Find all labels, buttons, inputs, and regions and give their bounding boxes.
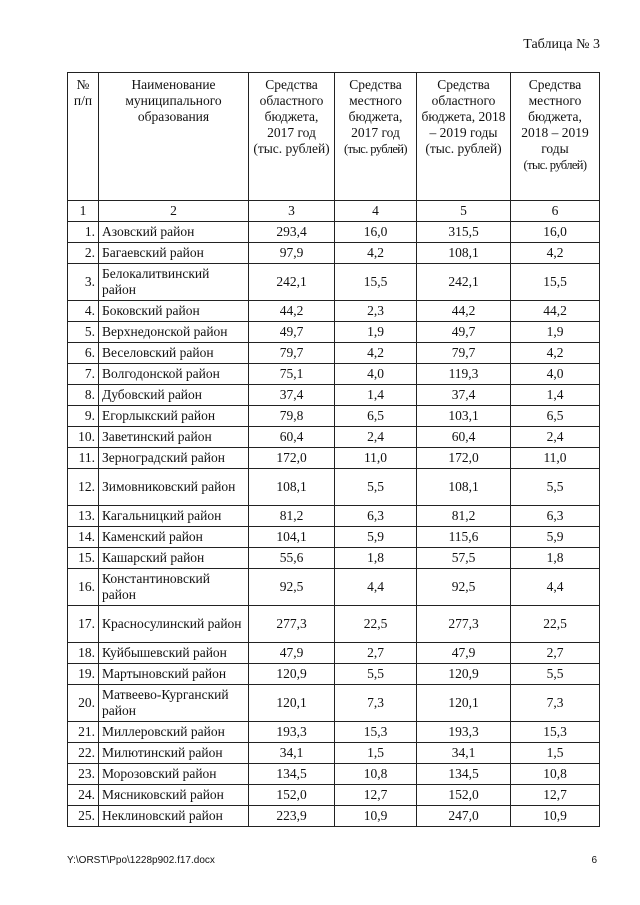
local-2018-2019-cell: 2,7 <box>511 643 600 664</box>
row-number-cell: 7. <box>68 364 99 385</box>
header-num: № п/п <box>68 73 99 201</box>
regional-2017-cell: 193,3 <box>249 722 335 743</box>
header-local-2017 <box>335 73 417 201</box>
municipality-name-cell: Кагальницкий район <box>99 506 249 527</box>
header-regional-2018-2019: Средства областного бюджета, 2018 – 2019 годы (тыс. рублей) <box>417 73 511 201</box>
regional-2018-2019-cell: 44,2 <box>417 301 511 322</box>
regional-2018-2019-cell: 34,1 <box>417 743 511 764</box>
regional-2017-cell: 223,9 <box>249 806 335 827</box>
municipality-name-cell: Багаевский район <box>99 243 249 264</box>
municipality-name-cell: Зимовниковский район <box>99 469 249 506</box>
municipality-name-cell: Волгодонской район <box>99 364 249 385</box>
regional-2018-2019-cell: 120,9 <box>417 664 511 685</box>
local-2018-2019-cell: 1,8 <box>511 548 600 569</box>
local-2018-2019-cell: 4,0 <box>511 364 600 385</box>
local-2017-cell: 2,7 <box>335 643 417 664</box>
regional-2017-cell: 75,1 <box>249 364 335 385</box>
local-2018-2019-cell: 12,7 <box>511 785 600 806</box>
municipality-name-cell: Азовский район <box>99 222 249 243</box>
regional-2017-cell: 37,4 <box>249 385 335 406</box>
municipality-name-cell: Константиновский район <box>99 569 249 606</box>
municipality-name-cell: Дубовский район <box>99 385 249 406</box>
local-2017-cell: 2,4 <box>335 427 417 448</box>
local-2017-cell: 1,5 <box>335 743 417 764</box>
regional-2018-2019-cell: 247,0 <box>417 806 511 827</box>
local-2017-cell: 4,4 <box>335 569 417 606</box>
regional-2017-cell: 44,2 <box>249 301 335 322</box>
row-number-cell: 14. <box>68 527 99 548</box>
local-2018-2019-cell: 15,5 <box>511 264 600 301</box>
regional-2017-cell: 55,6 <box>249 548 335 569</box>
municipality-name-cell: Матвеево-Курганский район <box>99 685 249 722</box>
local-2018-2019-cell: 22,5 <box>511 606 600 643</box>
row-number-cell: 5. <box>68 322 99 343</box>
column-index-row <box>68 201 600 222</box>
regional-2017-cell: 47,9 <box>249 643 335 664</box>
municipality-name-cell: Егорлыкский район <box>99 406 249 427</box>
header-local-2017-unit: (тыс. рублей) <box>344 142 407 156</box>
column-index: 2 <box>99 201 249 222</box>
regional-2018-2019-cell: 79,7 <box>417 343 511 364</box>
regional-2017-cell: 79,7 <box>249 343 335 364</box>
row-number-cell: 1. <box>68 222 99 243</box>
regional-2018-2019-cell: 108,1 <box>417 469 511 506</box>
regional-2018-2019-cell: 315,5 <box>417 222 511 243</box>
municipality-name-cell: Заветинский район <box>99 427 249 448</box>
municipality-name-cell: Белокалитвинский район <box>99 264 249 301</box>
regional-2018-2019-cell: 103,1 <box>417 406 511 427</box>
regional-2018-2019-cell: 47,9 <box>417 643 511 664</box>
table-row <box>68 264 600 301</box>
local-2017-cell: 16,0 <box>335 222 417 243</box>
local-2017-cell: 1,4 <box>335 385 417 406</box>
row-number-cell: 23. <box>68 764 99 785</box>
local-2017-cell: 4,2 <box>335 243 417 264</box>
table-row <box>68 364 600 385</box>
regional-2018-2019-cell: 81,2 <box>417 506 511 527</box>
municipality-name-cell: Боковский район <box>99 301 249 322</box>
column-index: 4 <box>335 201 417 222</box>
local-2018-2019-cell: 1,4 <box>511 385 600 406</box>
row-number-cell: 4. <box>68 301 99 322</box>
local-2017-cell: 4,0 <box>335 364 417 385</box>
table-row <box>68 643 600 664</box>
table-row <box>68 685 600 722</box>
column-index: 1 <box>68 201 99 222</box>
local-2018-2019-cell: 16,0 <box>511 222 600 243</box>
regional-2017-cell: 242,1 <box>249 264 335 301</box>
local-2017-cell: 1,9 <box>335 322 417 343</box>
local-2017-cell: 7,3 <box>335 685 417 722</box>
local-2017-cell: 22,5 <box>335 606 417 643</box>
regional-2017-cell: 92,5 <box>249 569 335 606</box>
row-number-cell: 22. <box>68 743 99 764</box>
column-index: 3 <box>249 201 335 222</box>
local-2017-cell: 10,8 <box>335 764 417 785</box>
table-row <box>68 222 600 243</box>
regional-2017-cell: 49,7 <box>249 322 335 343</box>
table-row <box>68 606 600 643</box>
regional-2018-2019-cell: 172,0 <box>417 448 511 469</box>
regional-2018-2019-cell: 134,5 <box>417 764 511 785</box>
row-number-cell: 15. <box>68 548 99 569</box>
table-row <box>68 785 600 806</box>
regional-2018-2019-cell: 37,4 <box>417 385 511 406</box>
local-2018-2019-cell: 5,9 <box>511 527 600 548</box>
local-2017-cell: 11,0 <box>335 448 417 469</box>
header-row <box>68 73 600 201</box>
local-2017-cell: 4,2 <box>335 343 417 364</box>
table-row <box>68 664 600 685</box>
local-2018-2019-cell: 10,8 <box>511 764 600 785</box>
municipality-name-cell: Кашарский район <box>99 548 249 569</box>
local-2017-cell: 12,7 <box>335 785 417 806</box>
local-2018-2019-cell: 44,2 <box>511 301 600 322</box>
municipality-name-cell: Веселовский район <box>99 343 249 364</box>
local-2018-2019-cell: 5,5 <box>511 469 600 506</box>
municipality-name-cell: Куйбышевский район <box>99 643 249 664</box>
table-row <box>68 427 600 448</box>
regional-2018-2019-cell: 60,4 <box>417 427 511 448</box>
regional-2017-cell: 97,9 <box>249 243 335 264</box>
row-number-cell: 3. <box>68 264 99 301</box>
row-number-cell: 10. <box>68 427 99 448</box>
municipality-name-cell: Неклиновский район <box>99 806 249 827</box>
regional-2018-2019-cell: 49,7 <box>417 322 511 343</box>
local-2018-2019-cell: 7,3 <box>511 685 600 722</box>
row-number-cell: 9. <box>68 406 99 427</box>
local-2018-2019-cell: 1,9 <box>511 322 600 343</box>
local-2018-2019-cell: 4,2 <box>511 343 600 364</box>
row-number-cell: 6. <box>68 343 99 364</box>
local-2017-cell: 6,5 <box>335 406 417 427</box>
municipality-name-cell: Красносулинский район <box>99 606 249 643</box>
row-number-cell: 24. <box>68 785 99 806</box>
row-number-cell: 21. <box>68 722 99 743</box>
table-row <box>68 764 600 785</box>
footer-page-number: 6 <box>591 855 597 866</box>
footer-file-path: Y:\ORST\Ppo\1228p902.f17.docx <box>67 855 215 866</box>
local-2017-cell: 5,9 <box>335 527 417 548</box>
row-number-cell: 11. <box>68 448 99 469</box>
header-local-2018-2019 <box>511 73 600 201</box>
municipality-name-cell: Морозовский район <box>99 764 249 785</box>
table-row <box>68 527 600 548</box>
municipality-name-cell: Каменский район <box>99 527 249 548</box>
column-index: 6 <box>511 201 600 222</box>
regional-2017-cell: 152,0 <box>249 785 335 806</box>
regional-2018-2019-cell: 108,1 <box>417 243 511 264</box>
header-name: Наименование муниципального образования <box>99 73 249 201</box>
local-2018-2019-cell: 11,0 <box>511 448 600 469</box>
regional-2018-2019-cell: 115,6 <box>417 527 511 548</box>
table-row <box>68 243 600 264</box>
local-2018-2019-cell: 6,5 <box>511 406 600 427</box>
municipality-name-cell: Миллеровский район <box>99 722 249 743</box>
regional-2017-cell: 108,1 <box>249 469 335 506</box>
regional-2018-2019-cell: 120,1 <box>417 685 511 722</box>
header-regional-2017: Средства областного бюджета, 2017 год (тыс. рублей) <box>249 73 335 201</box>
regional-2018-2019-cell: 242,1 <box>417 264 511 301</box>
table-row <box>68 722 600 743</box>
local-2018-2019-cell: 1,5 <box>511 743 600 764</box>
regional-2017-cell: 172,0 <box>249 448 335 469</box>
regional-2018-2019-cell: 92,5 <box>417 569 511 606</box>
row-number-cell: 20. <box>68 685 99 722</box>
table-row <box>68 385 600 406</box>
local-2017-cell: 6,3 <box>335 506 417 527</box>
row-number-cell: 18. <box>68 643 99 664</box>
regional-2017-cell: 79,8 <box>249 406 335 427</box>
municipality-name-cell: Милютинский район <box>99 743 249 764</box>
municipality-name-cell: Мясниковский район <box>99 785 249 806</box>
row-number-cell: 2. <box>68 243 99 264</box>
regional-2018-2019-cell: 57,5 <box>417 548 511 569</box>
municipality-name-cell: Зерноградский район <box>99 448 249 469</box>
local-2018-2019-cell: 15,3 <box>511 722 600 743</box>
regional-2017-cell: 81,2 <box>249 506 335 527</box>
table-row <box>68 301 600 322</box>
table-row <box>68 569 600 606</box>
table-row <box>68 806 600 827</box>
row-number-cell: 12. <box>68 469 99 506</box>
local-2018-2019-cell: 10,9 <box>511 806 600 827</box>
table-row <box>68 506 600 527</box>
row-number-cell: 13. <box>68 506 99 527</box>
row-number-cell: 8. <box>68 385 99 406</box>
row-number-cell: 25. <box>68 806 99 827</box>
table-row <box>68 448 600 469</box>
local-2017-cell: 5,5 <box>335 664 417 685</box>
row-number-cell: 19. <box>68 664 99 685</box>
local-2018-2019-cell: 4,2 <box>511 243 600 264</box>
row-number-cell: 17. <box>68 606 99 643</box>
regional-2017-cell: 277,3 <box>249 606 335 643</box>
table-body <box>68 201 600 827</box>
local-2018-2019-cell: 4,4 <box>511 569 600 606</box>
local-2017-cell: 5,5 <box>335 469 417 506</box>
regional-2017-cell: 120,1 <box>249 685 335 722</box>
municipality-name-cell: Мартыновский район <box>99 664 249 685</box>
local-2017-cell: 1,8 <box>335 548 417 569</box>
regional-2017-cell: 293,4 <box>249 222 335 243</box>
regional-2018-2019-cell: 193,3 <box>417 722 511 743</box>
local-2017-cell: 15,3 <box>335 722 417 743</box>
table-row <box>68 406 600 427</box>
regional-2017-cell: 60,4 <box>249 427 335 448</box>
regional-2018-2019-cell: 277,3 <box>417 606 511 643</box>
regional-2018-2019-cell: 152,0 <box>417 785 511 806</box>
table-row <box>68 743 600 764</box>
regional-2017-cell: 104,1 <box>249 527 335 548</box>
local-2017-cell: 15,5 <box>335 264 417 301</box>
header-local-2018-2019-unit: (тыс. рублей) <box>523 158 587 172</box>
municipality-name-cell: Верхнедонской район <box>99 322 249 343</box>
table-row <box>68 469 600 506</box>
regional-2017-cell: 134,5 <box>249 764 335 785</box>
header-local-2018-2019-title: Средства местного бюджета, 2018 – 2019 годы <box>521 77 589 156</box>
local-2017-cell: 10,9 <box>335 806 417 827</box>
local-2018-2019-cell: 2,4 <box>511 427 600 448</box>
local-2017-cell: 2,3 <box>335 301 417 322</box>
row-number-cell: 16. <box>68 569 99 606</box>
table-row <box>68 322 600 343</box>
budget-table <box>67 72 600 827</box>
column-index: 5 <box>417 201 511 222</box>
regional-2017-cell: 120,9 <box>249 664 335 685</box>
table-caption: Таблица № 3 <box>523 37 600 52</box>
table-row <box>68 343 600 364</box>
local-2018-2019-cell: 6,3 <box>511 506 600 527</box>
table-row <box>68 548 600 569</box>
regional-2018-2019-cell: 119,3 <box>417 364 511 385</box>
regional-2017-cell: 34,1 <box>249 743 335 764</box>
local-2018-2019-cell: 5,5 <box>511 664 600 685</box>
header-local-2017-title: Средства местного бюджета, 2017 год <box>348 77 403 140</box>
